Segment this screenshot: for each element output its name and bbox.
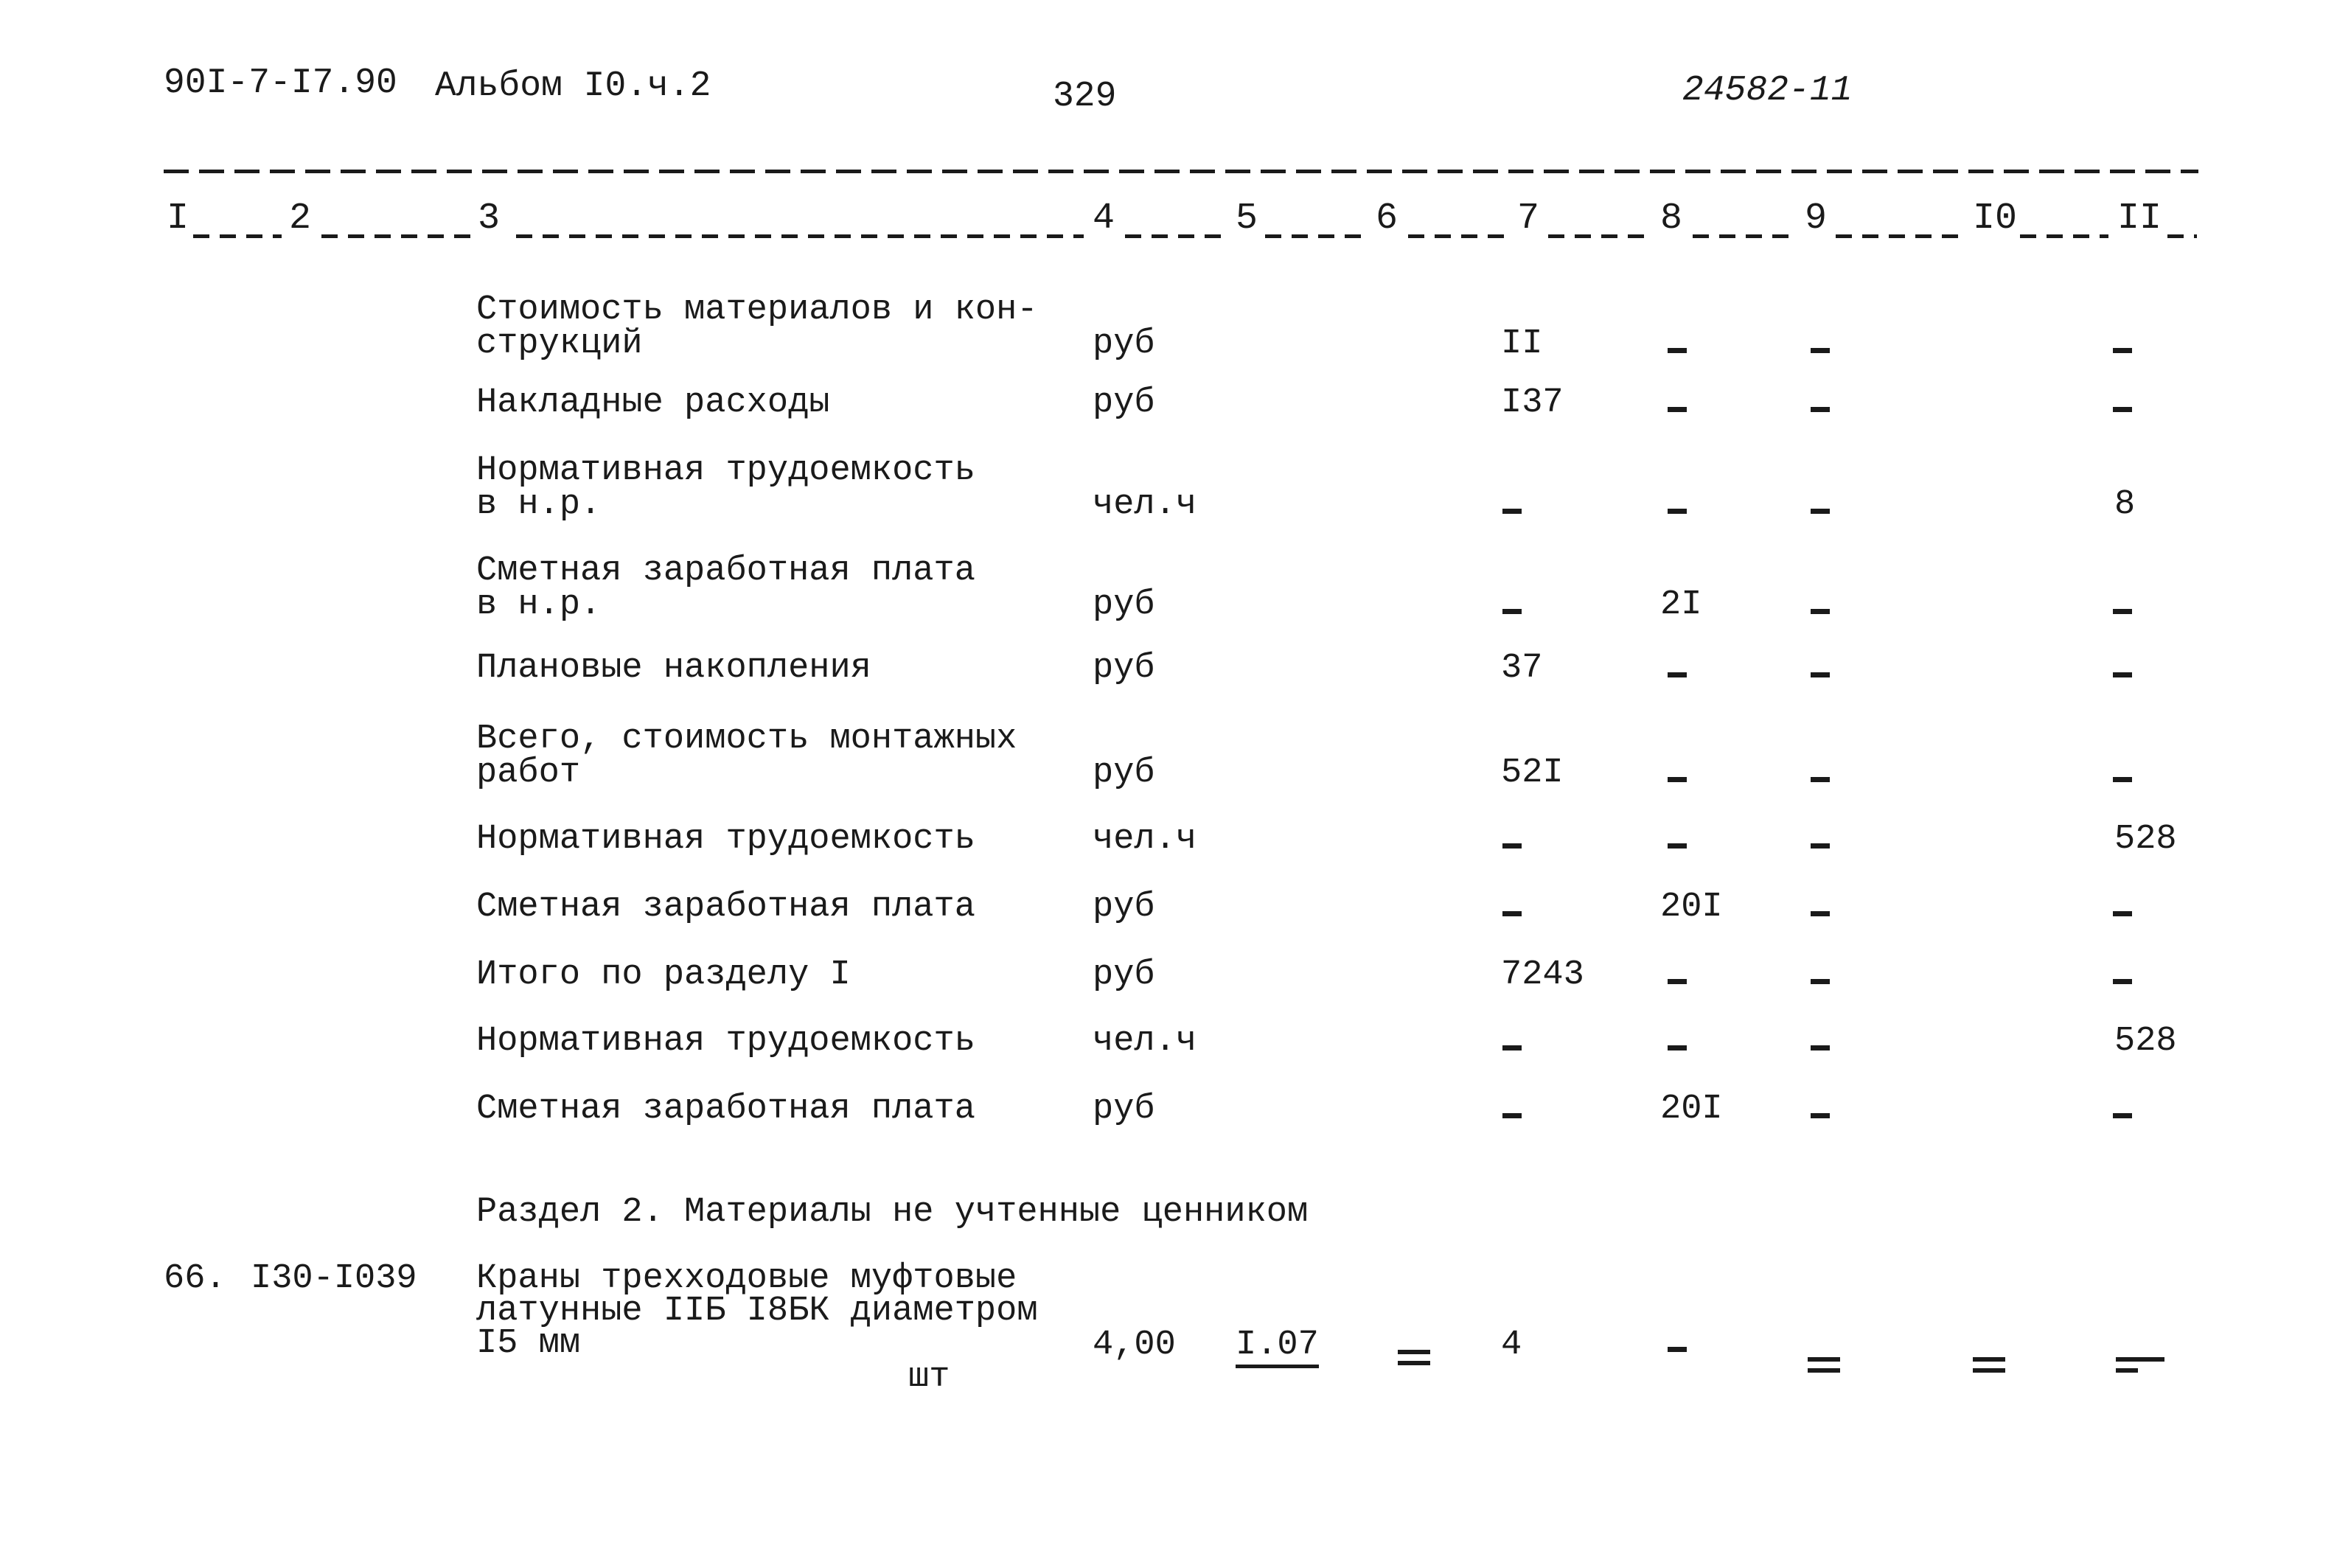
row-unit: руб — [1093, 955, 1155, 994]
col-separator — [2167, 234, 2197, 238]
row-c8-value: 2I — [1660, 585, 1702, 624]
item-col7: 4 — [1501, 1325, 1522, 1365]
item-col8-dash — [1668, 1343, 1687, 1356]
col-separator — [2020, 234, 2108, 238]
item-number: 66. — [164, 1259, 226, 1298]
row-description: Сметная заработная плата — [476, 551, 975, 590]
dash-mark — [1502, 911, 1522, 916]
col-num-11: II — [2117, 198, 2162, 240]
row-unit: чел.ч — [1093, 820, 1197, 859]
dash-mark — [1502, 1045, 1522, 1050]
row-c8-dash — [1668, 830, 1687, 864]
item-desc-line1: Краны трехходовые муфтовые — [476, 1259, 1017, 1298]
col-separator — [1265, 234, 1368, 238]
dash-mark — [1668, 348, 1687, 353]
row-description: Нормативная трудоемкость — [476, 451, 975, 490]
col-separator — [321, 234, 472, 238]
dash-mark — [1811, 1045, 1830, 1050]
row-description-cont: работ — [476, 753, 581, 792]
col-separator — [1693, 234, 1796, 238]
dash-mark — [1668, 777, 1687, 782]
row-c7-value: 37 — [1501, 649, 1543, 688]
row-c8-value: 20I — [1660, 888, 1723, 927]
row-unit: руб — [1093, 649, 1155, 688]
col-num-10: I0 — [1973, 198, 2018, 240]
dash-mark — [1811, 1113, 1830, 1118]
dash-mark — [1668, 672, 1687, 677]
row-c9-dash — [1811, 596, 1830, 630]
row-c11-dash — [2113, 764, 2132, 798]
dash-mark — [2113, 407, 2132, 412]
col-separator — [1125, 234, 1228, 238]
row-c9-dash — [1811, 659, 1830, 693]
item-desc-line3: I5 мм — [476, 1324, 581, 1363]
dash-mark — [2113, 1113, 2132, 1118]
row-c8-dash — [1668, 394, 1687, 428]
row-description: Нормативная трудоемкость — [476, 1022, 975, 1061]
dash-mark — [1811, 609, 1830, 614]
page-number: 329 — [1053, 77, 1117, 116]
row-description-cont: струкций — [476, 324, 643, 363]
item-price — [1236, 1325, 1319, 1365]
top-dashed-rule — [164, 170, 2198, 173]
row-c8-dash — [1668, 335, 1687, 369]
col-num-6: 6 — [1376, 198, 1399, 240]
row-c8-dash — [1668, 966, 1687, 1000]
row-description: Накладные расходы — [476, 383, 830, 422]
dash-mark — [1668, 1045, 1687, 1050]
col-separator — [1408, 234, 1511, 238]
row-c11-dash — [2113, 966, 2132, 1000]
item-unit: шт — [908, 1358, 950, 1397]
row-c7-dash — [1502, 898, 1522, 932]
album-label: Альбом I0.ч.2 — [435, 66, 711, 106]
col-num-5: 5 — [1236, 198, 1258, 240]
item-col9-equals-mark — [1808, 1351, 1840, 1383]
col-separator — [193, 234, 282, 238]
row-c8-dash — [1668, 659, 1687, 693]
row-description: Сметная заработная плата — [476, 1090, 975, 1129]
dash-mark — [1668, 979, 1687, 984]
col-num-2: 2 — [289, 198, 312, 240]
row-description: Плановые накопления — [476, 649, 871, 688]
document-code: 90I-7-I7.90 — [164, 63, 397, 103]
row-c11-value: 528 — [2114, 1022, 2177, 1061]
row-c7-value: II — [1501, 324, 1543, 363]
row-c7-dash — [1502, 596, 1522, 630]
row-c11-value: 528 — [2114, 820, 2177, 859]
row-unit: руб — [1093, 383, 1155, 422]
row-c11-dash — [2113, 335, 2132, 369]
col-separator — [1836, 234, 1961, 238]
row-description-cont: в н.р. — [476, 485, 602, 524]
row-c7-value: I37 — [1501, 383, 1564, 422]
dash-mark — [1811, 672, 1830, 677]
dash-mark — [1668, 407, 1687, 412]
row-c9-dash — [1811, 830, 1830, 864]
dash-mark — [1811, 348, 1830, 353]
dash-mark — [2113, 911, 2132, 916]
row-description: Стоимость материалов и кон- — [476, 290, 1038, 330]
item-col6-equals-mark — [1398, 1343, 1430, 1376]
row-c7-dash — [1502, 1032, 1522, 1066]
row-description: Всего, стоимость монтажных — [476, 719, 1017, 759]
col-num-1: I — [167, 198, 189, 240]
item-quantity: 4,00 — [1093, 1325, 1176, 1365]
item-code: I30-I039 — [251, 1259, 417, 1298]
section-2-title: Раздел 2. Материалы не учтенные ценником — [476, 1193, 1309, 1232]
dash-mark — [2113, 777, 2132, 782]
dash-mark — [2113, 609, 2132, 614]
row-c9-dash — [1811, 394, 1830, 428]
dash-mark — [1811, 509, 1830, 514]
col-num-3: 3 — [478, 198, 501, 240]
dash-mark — [1668, 509, 1687, 514]
col-separator — [1548, 234, 1651, 238]
col-num-9: 9 — [1805, 198, 1828, 240]
row-c8-dash — [1668, 495, 1687, 529]
row-c7-dash — [1502, 830, 1522, 864]
row-c7-dash — [1502, 495, 1522, 529]
row-c8-dash — [1668, 764, 1687, 798]
row-c8-value: 20I — [1660, 1090, 1723, 1129]
row-description-cont: в н.р. — [476, 585, 602, 624]
row-description: Нормативная трудоемкость — [476, 820, 975, 859]
dash-mark — [1811, 979, 1830, 984]
dash-mark — [2113, 348, 2132, 353]
row-c9-dash — [1811, 335, 1830, 369]
row-unit: чел.ч — [1093, 485, 1197, 524]
row-c9-dash — [1811, 764, 1830, 798]
col-num-4: 4 — [1093, 198, 1115, 240]
row-unit: руб — [1093, 753, 1155, 792]
row-c9-dash — [1811, 898, 1830, 932]
row-c11-dash — [2113, 596, 2132, 630]
dash-mark — [1502, 509, 1522, 514]
dash-mark — [1502, 1113, 1522, 1118]
row-c11-dash — [2113, 1100, 2132, 1134]
row-unit: руб — [1093, 888, 1155, 927]
item-col10-equals-mark — [1973, 1351, 2005, 1383]
col-separator — [516, 234, 1084, 238]
row-description: Итого по разделу I — [476, 955, 851, 994]
item-desc-line2: латунные IIБ I8БК диаметром — [476, 1292, 1038, 1331]
dash-mark — [1502, 609, 1522, 614]
row-c9-dash — [1811, 966, 1830, 1000]
row-c11-dash — [2113, 659, 2132, 693]
dash-mark — [1811, 777, 1830, 782]
col-num-7: 7 — [1517, 198, 1540, 240]
item-price-value: I.07 — [1236, 1325, 1319, 1368]
sheet-code: 24582-11 — [1682, 71, 1853, 111]
dash-mark — [1668, 843, 1687, 849]
dash-mark — [1502, 843, 1522, 849]
row-unit: руб — [1093, 324, 1155, 363]
row-c7-dash — [1502, 1100, 1522, 1134]
row-c9-dash — [1811, 1100, 1830, 1134]
row-c11-value: 8 — [2114, 485, 2136, 524]
dash-mark — [1811, 911, 1830, 916]
row-c11-dash — [2113, 898, 2132, 932]
row-c11-dash — [2113, 394, 2132, 428]
row-c7-value: 52I — [1501, 753, 1564, 792]
row-c7-value: 7243 — [1501, 955, 1584, 994]
row-c8-dash — [1668, 1032, 1687, 1066]
dash-mark — [1811, 843, 1830, 849]
row-unit: чел.ч — [1093, 1022, 1197, 1061]
row-c9-dash — [1811, 1032, 1830, 1066]
row-unit: руб — [1093, 585, 1155, 624]
row-description: Сметная заработная плата — [476, 888, 975, 927]
row-unit: руб — [1093, 1090, 1155, 1129]
dash-mark — [2113, 672, 2132, 677]
item-col11-equals-mark — [2116, 1351, 2164, 1383]
dash-mark — [1811, 407, 1830, 412]
col-num-8: 8 — [1660, 198, 1683, 240]
dash-mark — [2113, 979, 2132, 984]
row-c9-dash — [1811, 495, 1830, 529]
